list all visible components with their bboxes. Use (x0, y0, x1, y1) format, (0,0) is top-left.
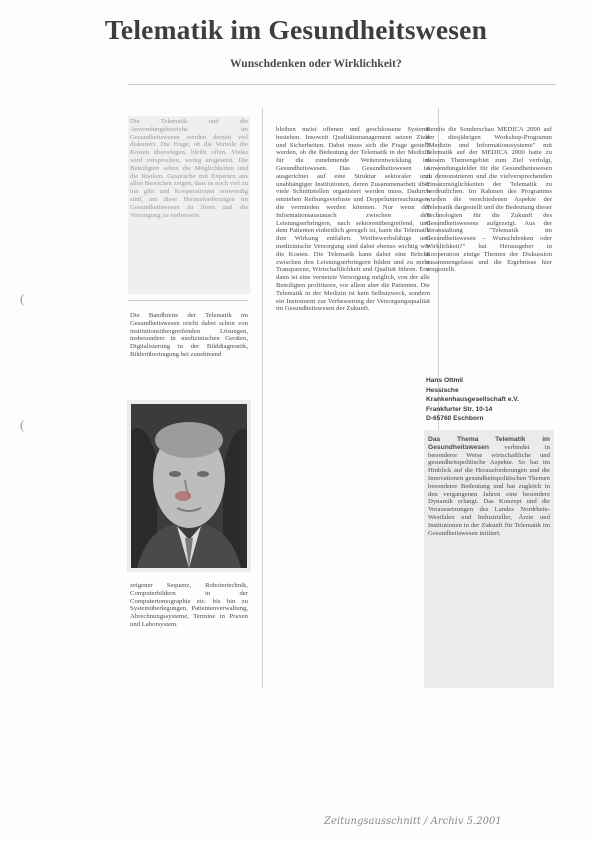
punch-hole-mark (20, 290, 27, 306)
col1-divider (128, 300, 248, 301)
punch-hole-glyph-lower: ( (20, 417, 25, 432)
address-street: Frankfurter Str. 10-14 (426, 405, 493, 413)
column-divider-1 (262, 108, 263, 688)
col3-intro: Bereits die Sonderschau MEDICA 2000 auf der diesjährigen Workshop-Programm "Medizin und Informationssysteme" mit Telematik auf der MEDICA 2000 hatte zu diesem Themengebiet zum Ziel verfolgt, Anwendungsfelder für die Gesundheitswesen zu demonstrieren und die vielversprechenden Einsatzmöglichkeiten der Telematik zu verdeutlichen. Im Rahmen des Programms wurden die verschiedenen Aspekte der Telematik dargestellt und die Bedeutung dieser Technologien für die Zukunft des Gesundheitswesens aufgezeigt. Aus der Veranstaltung "Telematik im Gesundheitswesen – Wunschdenken oder Wirklichkeit?" hat Herausgeber in Kooperation einige Themen der Diskussion zusammengefasst und die Ergebnisse hier vorgestellt. (426, 126, 552, 274)
address-org-line1: Hessische (426, 386, 459, 394)
sidebar-box (424, 430, 554, 688)
punch-hole-glyph: ( (20, 291, 25, 306)
headline: Telematik im Gesundheitswesen (104, 14, 488, 45)
subheadline: Wunschdenken oder Wirklichkeit? (230, 58, 402, 70)
sidebar-content (424, 430, 554, 688)
photo-caption: zeigener Sequenz, Robotertechnik, Computerbildern in der Computertomographie etc. bis hin zu Systemüberlegungen, Patientenverwaltung, Abrechnungssysteme, Termine in Praxen und Laborsystem. (130, 582, 248, 628)
author-photo (127, 400, 251, 572)
col1-intro: Die Bandbreite der Telematik im Gesundheitswesen reicht dabei schon von institutionsübergreifenden Lösungen, insbesondere in medizinischen Geräten, Digitalisierung in der Bilddiagnostik, Bilderübertragung bei zunehmend (130, 312, 248, 358)
address-org-line2: Krankenhausgesellschaft e.V. (426, 396, 519, 404)
punch-hole-mark-lower (20, 416, 27, 432)
col2-text: bleiben meist offenen und geschlossene Systeme bestehen. Insoweit Qualitätsmanagement setzen Ziele und Sicherheiten. Dabei muss sich die Frage gestellt werden, ob die Bedeutung der Telematik in der Medizin für die zunehmende Weiterentwicklung im Gesundheitswesen. Das Gesundheitswesen ist ausgerichtet auf eine Struktur sektoraler und unabhängiger Institutionen, deren Zusammenarbeit über viele Schnittstellen organisiert werden muss. Dadurch entstehen Reibungsverluste und Doppeluntersuchungen, die vermieden werden könnten. Nur wenn der Informationsaustausch zwischen den Leistungserbringern, nach sektorenübergreifend, und dem Patienten einheitlich geregelt ist, kann die Telematik ihre Wirkung entfalten. Wettbewerbsfähige und medizinische Versorgung sind dabei ebenso wichtig wie die Kosten. Die Telematik kann dabei eine Brücke zwischen den Leistungserbringern bilden und zu mehr Transparenz, Wirtschaftlichkeit und Qualität führen. Erst dann ist eine vernetzte Versorgung möglich, von der alle Beteiligten profitieren, vor allem aber die Patienten. Die Telematik in der Medizin ist kein Selbstzweck, sondern ein Instrument zur Verbesserung der Versorgungsqualität im Gesundheitswesen der Zukunft. (276, 126, 430, 313)
address-city: D-65760 Eschborn (426, 415, 484, 423)
col1-faded-text: Die Telematik und die Anwendungsbereiche im Gesundheitswesen werden derzeit viel diskutiert. Die Frage, ob die Vorteile die Kosten überwiegen, bleibt offen. Vieles wird versprochen, wenig umgesetzt. Die Beteiligten sehen die Möglichkeiten und die Risiken. Gespräche mit Experten aus allen Bereichen zeigen, dass es noch viel zu tun gibt und Kooperationen notwendig sind, um diese Herausforderungen im Gesundheitswesen zu lösen und die Versorgung zu verbessern. (128, 116, 250, 294)
header-divider (128, 84, 556, 85)
sidebar-text: verbindet in besonderer Weise wirtschaftliche und gesundheitspolitische Aspekte. So hat im Hinblick auf die Herausforderungen und die Innovationen gesundheitspolitischen Themen besonderer Bedeutung und hat zugleich in den vergangenen Jahren eine besondere Dynamik erlangt. Das Konzept und die Voraussetzungen des Landes Nordrhein-Westfalen und Industrieller, Ärzte und Institutionen in der Zukunft für Telematik im Gesundheitswesen initiiert. (428, 443, 550, 537)
sidebar-title: Das Thema Telematik im Gesundheitswesen (428, 436, 550, 451)
handwritten-signature: Zeitungsausschnitt / Archiv 5.2001 (324, 816, 502, 827)
author-address (426, 376, 552, 424)
address-name: Hans Ottmil (426, 377, 464, 384)
